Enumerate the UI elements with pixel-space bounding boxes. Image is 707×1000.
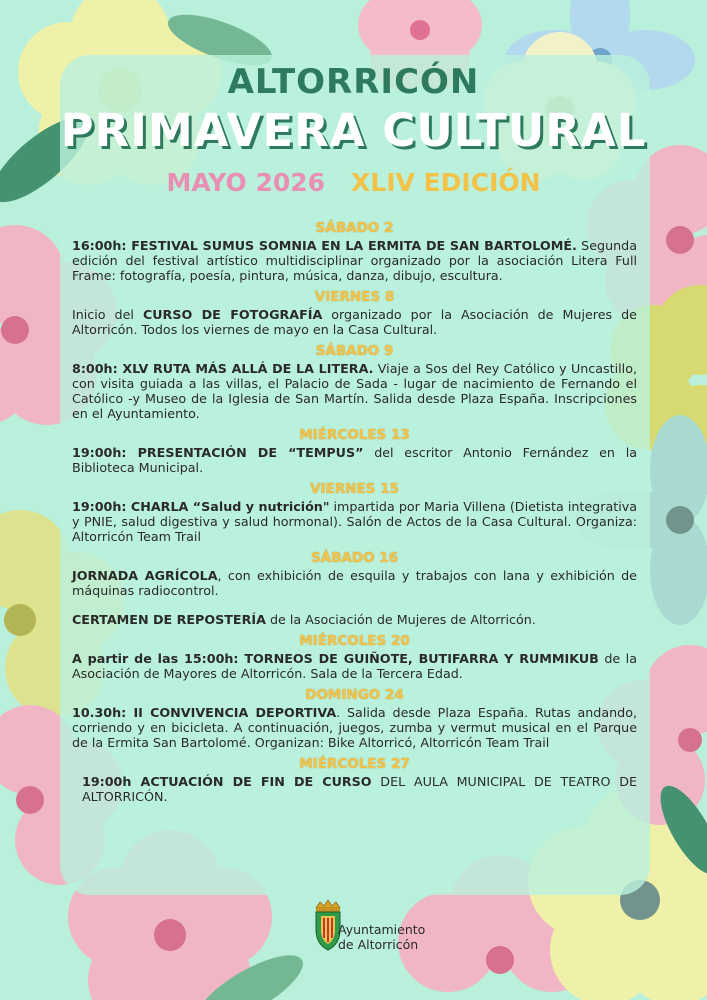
- event-item: [72, 612, 637, 627]
- event-text: . Salida desde Plaza España. Rutas andando, corriendo y en bicicleta. A continuación, juegos, zumba y vermut musical en el Parque de la Ermita San Bartolomé. Organizan: Bike Altorricó, Altorricón Team Trail: [72, 705, 637, 750]
- event-item: [72, 705, 637, 750]
- event-bold: 19:00h: PRESENTACIÓN DE “TEMPUS”: [72, 445, 364, 460]
- event-text: organizado por la Asociación de Mujeres de Altorricón. Todos los viernes de mayo en la Casa Cultural.: [72, 307, 637, 337]
- spacer: [72, 602, 637, 612]
- month-label: MAYO 2026: [166, 168, 326, 197]
- day-heading: SÁBADO 16: [310, 550, 399, 566]
- event-item: [72, 445, 637, 475]
- event-text: , con exhibición de esquila y trabajos con lana y exhibición de máquinas radiocontrol.: [72, 568, 637, 598]
- edition-label: XLIV EDICIÓN: [351, 168, 541, 197]
- org-line-1: Ayuntamiento: [338, 922, 426, 937]
- subtitle: [0, 168, 707, 197]
- event-pre: Inicio del: [72, 307, 143, 322]
- event-bold: 10.30h: II CONVIVENCIA DEPORTIVA: [72, 705, 337, 720]
- event-bold: CERTAMEN DE REPOSTERÍA: [72, 612, 266, 627]
- event-item: [72, 361, 637, 421]
- event-bold: CURSO DE FOTOGRAFÍA: [142, 307, 323, 322]
- event-item: [72, 307, 637, 337]
- event-item: [72, 499, 637, 544]
- day-heading: DOMINGO 24: [305, 687, 404, 703]
- event-text: Segunda edición del festival artístico multidisciplinar organizado por la asociación Litera Full Frame: fotografía, poesía, pintura, música, danza, dibujo, escultura.: [72, 238, 637, 283]
- event-bold: 8:00h: XLV RUTA MÁS ALLÁ DE LA LITERA.: [72, 361, 374, 376]
- day-heading: SÁBADO 2: [315, 220, 394, 236]
- event-text: DEL AULA MUNICIPAL DE TEATRO DE ALTORRICÓN.: [82, 774, 637, 804]
- event-item: [72, 568, 637, 598]
- org-line-2: de Altorricón: [338, 937, 419, 952]
- event-bold: 19:00h ACTUACIÓN DE FIN DE CURSO: [82, 774, 372, 789]
- event-item: [72, 651, 637, 681]
- day-heading: VIERNES 15: [310, 481, 399, 497]
- day-heading: MIÉRCOLES 20: [299, 633, 410, 649]
- event-text: de la Asociación de Mayores de Altorricón. Sala de la Tercera Edad.: [72, 651, 637, 681]
- event-text: impartida por Maria Villena (Dietista integrativa y PNIE, salud digestiva y salud hormonal). Salón de Actos de la Casa Cultural. Organiza: Altorricón Team Trail: [72, 499, 638, 544]
- event-bold: A partir de las 15:00h: TORNEOS DE GUIÑOTE, BUTIFARRA Y RUMMIKUB: [72, 651, 599, 666]
- event-item: [72, 238, 637, 283]
- event-text: del escritor Antonio Fernández en la Biblioteca Municipal.: [72, 445, 637, 475]
- event-list: [72, 218, 637, 808]
- event-bold: 19:00h: CHARLA “Salud y nutrición": [72, 499, 330, 514]
- day-heading: SÁBADO 9: [315, 343, 394, 359]
- day-heading: MIÉRCOLES 27: [299, 756, 410, 772]
- event-item: [72, 774, 637, 804]
- town-title: ALTORRICÓN: [227, 62, 480, 102]
- event-bold: JORNADA AGRÍCOLA: [72, 568, 218, 583]
- day-heading: MIÉRCOLES 13: [299, 427, 410, 443]
- event-bold: 16:00h: FESTIVAL SUMUS SOMNIA EN LA ERMITA DE SAN BARTOLOMÉ.: [72, 238, 577, 253]
- municipality-name: [338, 922, 425, 952]
- event-text: Viaje a Sos del Rey Católico y Uncastillo, con visita guiada a las villas, el Palacio de Sada - lugar de nacimiento de Fernando el Católico -y Museo de la Iglesia de San Martín. Salida desde Plaza España. Inscripciones en el Ayuntamiento.: [72, 361, 638, 421]
- event-text: de la Asociación de Mujeres de Altorricón.: [265, 612, 536, 627]
- page-title: PRIMAVERA CULTURAL: [60, 104, 647, 157]
- day-heading: VIERNES 8: [314, 289, 395, 305]
